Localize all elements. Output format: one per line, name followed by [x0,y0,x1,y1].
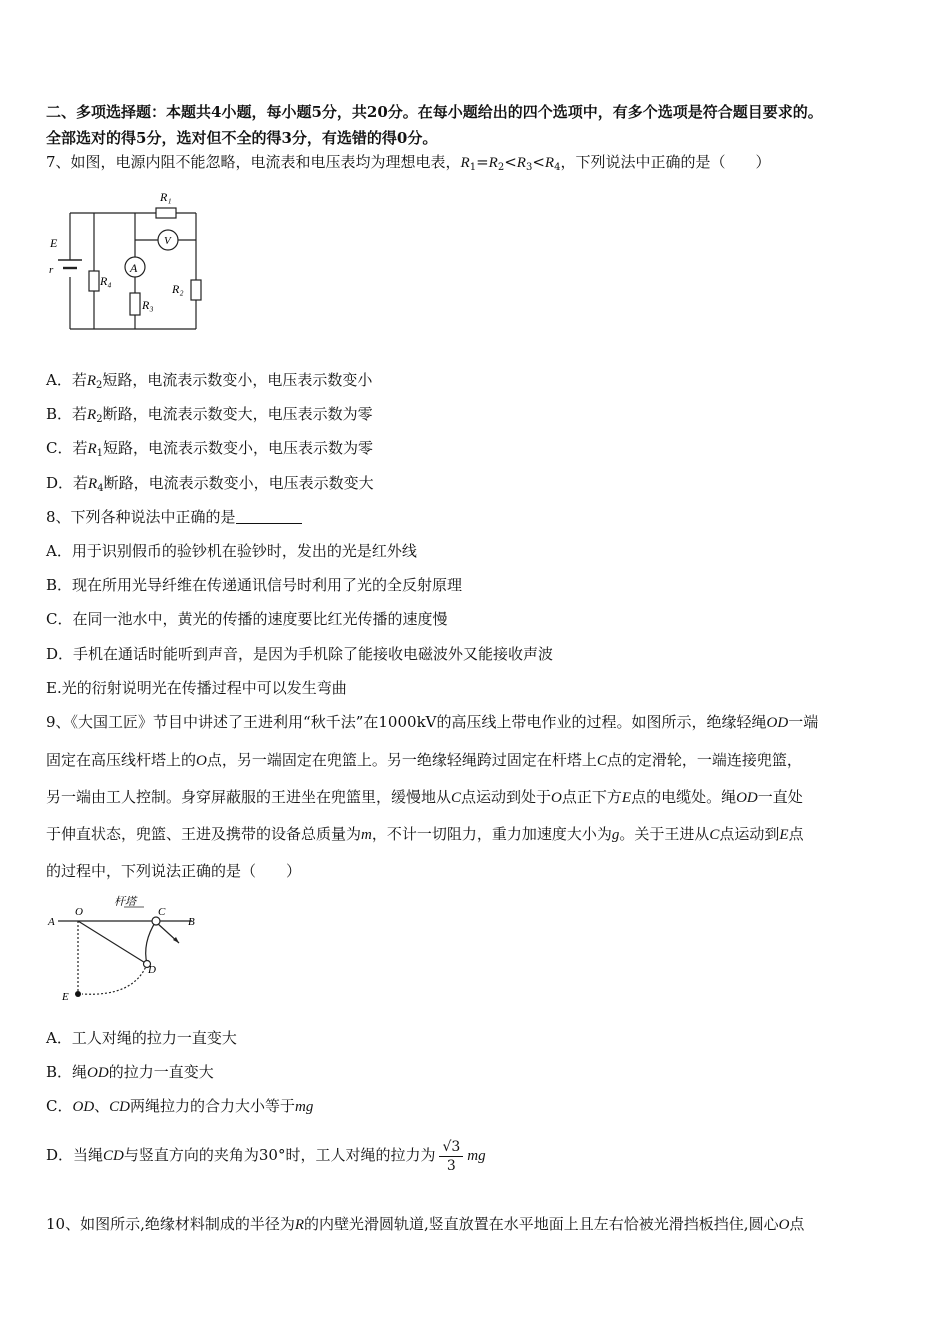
q9-swing-diagram [44,893,214,1008]
q7-option-a: A．若$R_2$短路，电流表示数变小，电压表示数变小 [46,371,373,391]
q7-option-c: C．若$R_1$短路，电流表示数变小，电压表示数为零 [46,439,374,459]
answer-blank [236,509,302,524]
q8-option-d: D．手机在通话时能听到声音，是因为手机除了能接收电磁波外又能接收声波 [46,645,554,663]
section-heading-line2: 全部选对的得5分，选对但不全的得3分，有选错的得0分。 [46,129,438,147]
q8-option-a: A．用于识别假币的验钞机在验钞时，发出的光是红外线 [46,542,417,560]
q9-option-a: A．工人对绳的拉力一直变大 [46,1029,237,1047]
q7-option-b: B．若$R_2$断路，电流表示数变大，电压表示数为零 [46,405,373,425]
fraction-sqrt3-over-3: $\frac{√3}{3}$ [439,1138,463,1175]
q7-label-R3: R₃ [142,298,154,312]
q7-label-r: r [49,264,54,276]
q9-line3: 另一端由工人控制。身穿屏蔽服的王进坐在兜篮里，缓慢地从C点运动到处于O点正下方E点的电缆处。绳OD一直处 [46,788,803,806]
q7-label-E: E [50,236,58,250]
q7-label-A: A [130,261,138,275]
q9-line1: 9、《大国工匠》节目中讲述了王进利用“秋千法”在1000kV的高压线上带电作业的过程。如图所示，绝缘轻绳OD一端 [46,713,819,731]
section-heading-line1: 二、多项选择题：本题共4小题，每小题5分，共20分。在每小题给出的四个选项中，有多个选项是符合题目要求的。 [46,103,823,121]
q7-option-d: D．若$R_4$断路，电流表示数变小，电压表示数变大 [46,474,374,494]
q9-label-D: D [148,964,156,976]
q10-stem: 10、如图所示,绝缘材料制成的半径为R的内壁光滑圆轨道,竖直放置在水平地面上且左右恰被光滑挡板挡住,圆心O点 [46,1215,805,1233]
q9-label-B: B [188,916,195,928]
q9-line5: 的过程中，下列说法正确的是（ ） [46,862,302,880]
q8-option-c: C．在同一池水中，黄光的传播的速度要比红光传播的速度慢 [46,610,448,628]
q8-stem: 8、下列各种说法中正确的是 [46,507,302,527]
q9-label-C: C [158,906,166,918]
q9-label-tower: 杆塔 [114,896,136,908]
q7-label-R4: R₄ [100,274,112,288]
q9-option-b: B．绳OD的拉力一直变大 [46,1063,214,1081]
q7-stem: 7、如图，电源内阻不能忽略，电流表和电压表均为理想电表，$R_1=R_2<R_3<R_4$，下列说法中正确的是（ ） [46,153,771,173]
q9-label-A: A [48,916,55,928]
q8-option-b: B．现在所用光导纤维在传递通讯信号时利用了光的全反射原理 [46,576,463,594]
q7-label-V: V [164,235,171,247]
q7-label-R2: R₂ [172,282,184,296]
q9-option-c: C．OD、CD两绳拉力的合力大小等于mg [46,1097,314,1115]
q9-line4: 于伸直状态，兜篮、王进及携带的设备总质量为m，不计一切阻力，重力加速度大小为g。关于王进从C点运动到E点 [46,825,804,843]
q9-option-d: D．当绳CD与竖直方向的夹角为30°时，工人对绳的拉力为 $\frac{√3}{3}$ mg [46,1138,486,1174]
q9-line2: 固定在高压线杆塔上的O点，另一端固定在兜篮上。另一绝缘轻绳跨过固定在杆塔上C点的定滑轮，一端连接兜篮， [46,751,802,769]
q7-circuit-diagram [44,185,214,335]
q8-option-e: E.光的衍射说明光在传播过程中可以发生弯曲 [46,679,347,697]
q7-label-R1: R₁ [160,190,172,204]
q9-label-O: O [75,906,83,918]
q9-label-E: E [62,991,69,1003]
